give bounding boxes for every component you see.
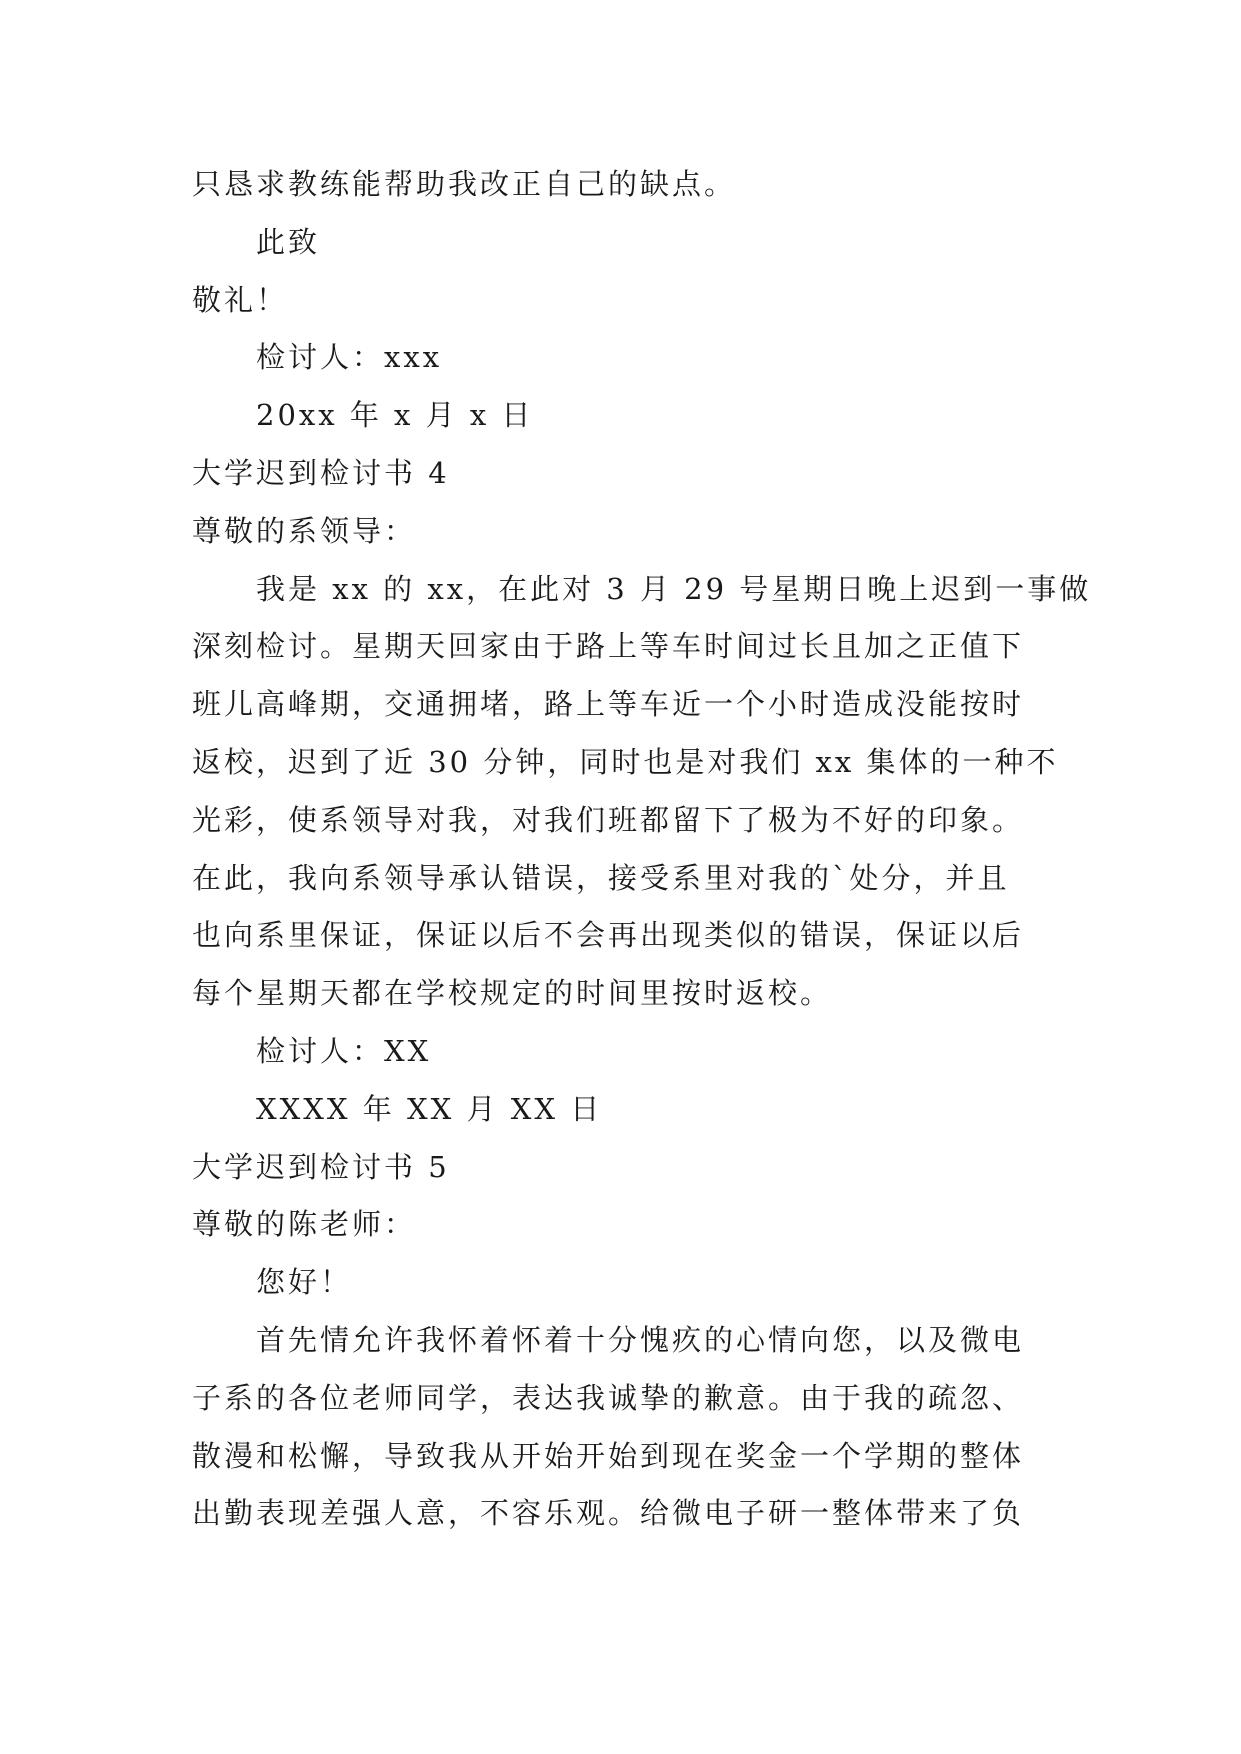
- body-line: 我是 xx 的 xx，在此对 3 月 29 号星期日晚上迟到一事做: [256, 571, 1092, 606]
- body-line: 散漫和松懈，导致我从开始开始到现在奖金一个学期的整体: [192, 1438, 1025, 1473]
- closing-salutation: 此致: [256, 224, 321, 259]
- letter-greeting: 尊敬的系领导：: [192, 513, 417, 548]
- signature-name: 检讨人：XX: [256, 1033, 432, 1068]
- letter-hello: 您好！: [256, 1265, 353, 1300]
- signature-date: XXXX 年 XX 月 XX 日: [256, 1091, 603, 1126]
- body-line: 首先情允许我怀着怀着十分愧疚的心情向您，以及微电: [256, 1322, 1025, 1357]
- body-line: 子系的各位老师同学，表达我诚挚的歉意。由于我的疏忽、: [192, 1380, 1025, 1415]
- section-heading: 大学迟到检讨书 4: [192, 455, 450, 490]
- body-line: 只恳求教练能帮助我改正自己的缺点。: [192, 167, 737, 201]
- document-body: [192, 156, 1092, 1543]
- letter-greeting: 尊敬的陈老师：: [192, 1207, 417, 1242]
- body-line: 光彩，使系领导对我，对我们班都留下了极为不好的印象。: [192, 802, 1025, 837]
- body-line: 返校，迟到了近 30 分钟，同时也是对我们 xx 集体的一种不: [192, 744, 1059, 779]
- closing-regards: 敬礼！: [192, 282, 289, 317]
- body-line: 在此，我向系领导承认错误，接受系里对我的`处分，并且: [192, 860, 1010, 895]
- signature-date: 20xx 年 x 月 x 日: [256, 398, 534, 433]
- body-line: 班儿高峰期，交通拥堵，路上等车近一个小时造成没能按时: [192, 687, 1025, 722]
- body-line: 每个星期天都在学校规定的时间里按时返校。: [192, 976, 833, 1011]
- section-heading: 大学迟到检讨书 5: [192, 1149, 450, 1184]
- signature-name: 检讨人：xxx: [256, 340, 443, 375]
- body-line: 出勤表现差强人意，不容乐观。给微电子研一整体带来了负: [192, 1496, 1025, 1531]
- body-line: 深刻检讨。星期天回家由于路上等车时间过长且加之正值下: [192, 629, 1025, 664]
- body-line: 也向系里保证，保证以后不会再出现类似的错误，保证以后: [192, 918, 1025, 953]
